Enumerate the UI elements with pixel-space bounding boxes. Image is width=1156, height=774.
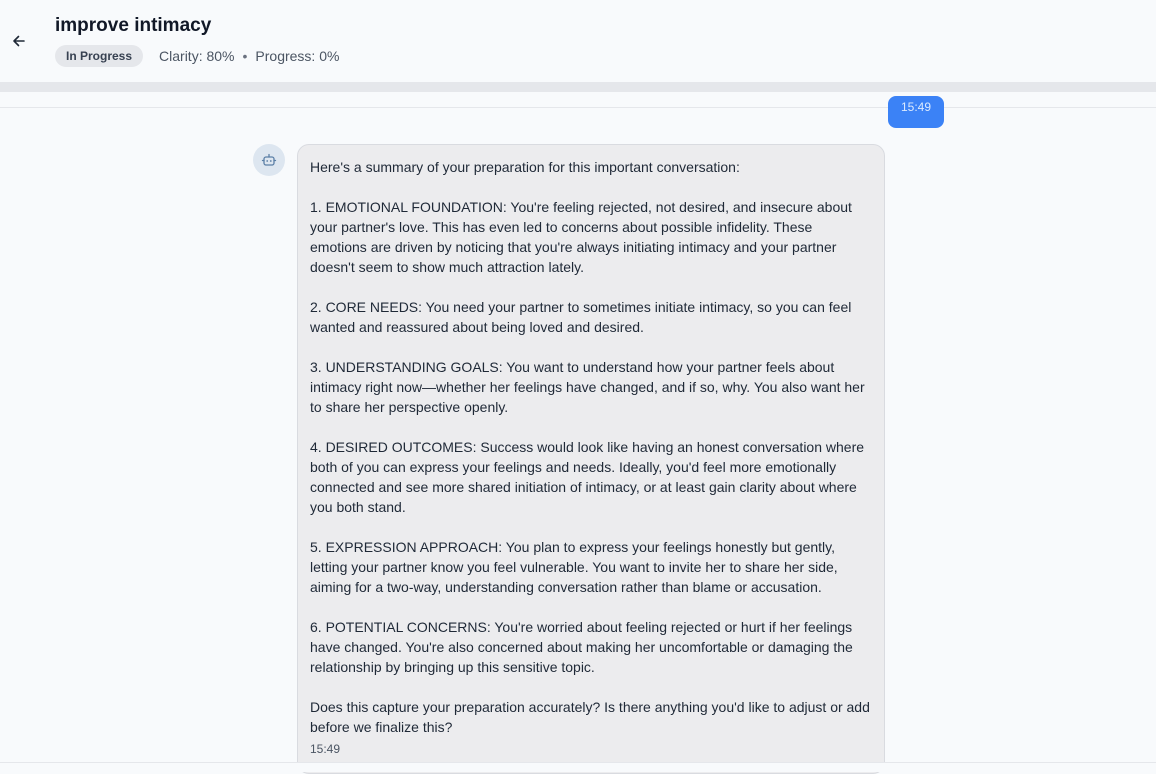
arrow-left-icon <box>11 33 27 49</box>
assistant-avatar <box>253 144 285 176</box>
progress-bar <box>0 83 1156 92</box>
back-button[interactable] <box>6 28 32 54</box>
progress-value: Progress: 0% <box>255 48 340 64</box>
page-title: improve intimacy <box>55 15 212 36</box>
session-meta <box>55 45 339 67</box>
meta-separator: • <box>242 48 248 64</box>
page-header <box>0 0 1156 83</box>
assistant-message-bubble <box>297 144 885 774</box>
user-message-bubble <box>888 96 944 128</box>
user-message-time: 15:49 <box>900 100 932 114</box>
assistant-message-time: 15:49 <box>310 742 341 756</box>
status-badge: In Progress <box>55 45 143 67</box>
chat-messages[interactable] <box>0 100 1156 762</box>
clarity-value: Clarity: 80% <box>159 48 235 64</box>
composer-edge <box>0 762 1156 772</box>
assistant-message-text: Here's a summary of your preparation for this important conversation: 1. EMOTIONAL FOUNDATION: You're feeling rejected, not desired, and insecure about your partner's love. This has even led to concerns about possible infidelity. These emotions are driven by noticing that you're always initiating intimacy and your partner doesn't seem to show much attraction lately. 2. CORE NEEDS: You need your partner to sometimes initiate intimacy, so you can feel wanted and reassured about being loved and desired. 3. UNDERSTANDING GOALS: You want to understand how your partner feels about intimacy right now—whether her feelings have changed, and if so, why. You also want her to share her perspective openly. 4. DESIRED OUTCOMES: Success would look like having an honest conversation where both of you can express your feelings and needs. Ideally, you'd feel more emotionally connected and see more shared initiation of intimacy, or at least gain clarity about where you both stand. 5. EXPRESSION APPROACH: You plan to express your feelings honestly but gently, letting your partner know you feel vulnerable. You want to invite her to share her side, aiming for a two-way, understanding conversation rather than blame or accusation. 6. POTENTIAL CONCERNS: You're worried about feeling rejected or hurt if her feelings have changed. You're also concerned about making her uncomfortable or damaging the relationship by bringing up this sensitive topic. Does this capture your preparation accurately? Is there anything you'd like to adjust or add before we finalize this? <box>310 159 870 735</box>
bot-icon <box>261 152 277 168</box>
